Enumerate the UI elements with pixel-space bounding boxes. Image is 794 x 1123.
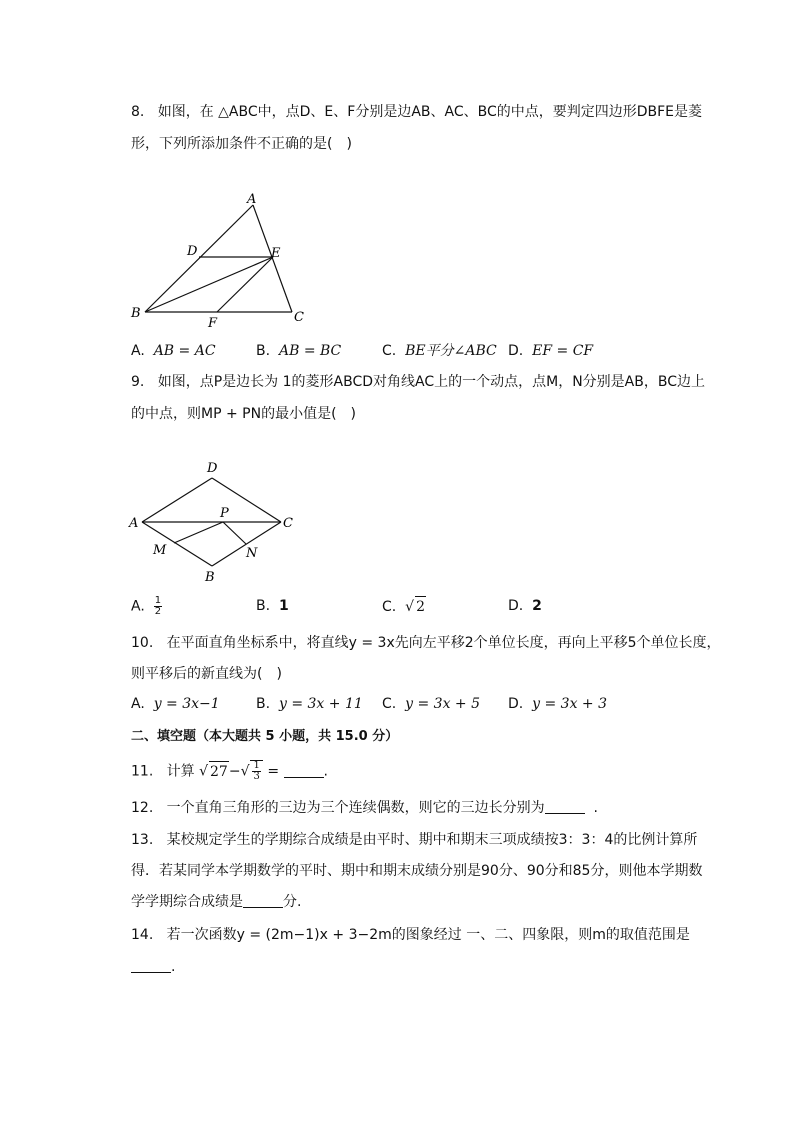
q8-line2 <box>131 134 352 154</box>
q8-label-d: D <box>187 244 198 259</box>
q8-number: 8. <box>131 104 145 120</box>
q9-option-a-denominator: 2 <box>154 606 162 617</box>
q10-option-d-key: D. <box>508 696 524 712</box>
q10-option-a-text: y = 3x−1 <box>153 696 220 712</box>
q11-answer-blank[interactable] <box>284 763 324 778</box>
q8-option-b-key: B. <box>256 343 271 359</box>
q9-option-a-fraction <box>154 596 162 617</box>
q9-option-b-text: 1 <box>278 598 289 614</box>
q9-option-b-key: B. <box>256 598 271 614</box>
q11-radical-sign-1: √ <box>199 763 208 780</box>
q10-option-b-key: B. <box>256 696 271 712</box>
q8-label-b: B <box>131 306 141 321</box>
q8-option-d[interactable] <box>508 341 593 361</box>
q8-label-e: E <box>271 246 281 261</box>
q10-line2 <box>131 664 282 684</box>
q9-segment-ad <box>142 478 212 522</box>
q8-label-f: F <box>208 316 218 331</box>
q10-option-a[interactable] <box>131 694 220 714</box>
q14-end: . <box>171 959 176 975</box>
q9-option-a-key: A. <box>131 598 145 615</box>
q8-option-b[interactable] <box>256 341 341 361</box>
q14-text-line1: 若一次函数y = (2m−1)x + 3−2m的图象经过 一、二、四象限，则m的取值范围是 <box>166 927 690 943</box>
q10-line1 <box>131 633 721 653</box>
q13-line2 <box>131 861 702 881</box>
q10-text-line2: 则平移后的新直线为( ) <box>131 666 282 682</box>
q9-option-d-key: D. <box>508 598 524 614</box>
q9-label-m: M <box>153 543 167 558</box>
q9-label-a: A <box>129 516 139 531</box>
q10-option-d[interactable] <box>508 694 607 714</box>
q9-text-line2: 的中点，则MP + PN的最小值是( ) <box>131 406 356 422</box>
q11-radicand-1: 27 <box>209 761 229 782</box>
q10-option-c-text: y = 3x + 5 <box>405 696 481 712</box>
q8-option-c[interactable] <box>382 341 497 361</box>
q14-number: 14. <box>131 927 154 943</box>
q9-label-c: C <box>283 516 293 531</box>
q8-option-d-key: D. <box>508 343 524 359</box>
q13-text-line1: 某校规定学生的学期综合成绩是由平时、期中和期末三项成绩按3：3：4的比例计算所 <box>166 832 698 848</box>
q9-segment-pn <box>223 522 246 544</box>
q13-number: 13. <box>131 832 154 848</box>
q13-line1 <box>131 830 697 850</box>
q8-segment-ab <box>145 205 253 312</box>
q9-segment-mp <box>174 522 223 543</box>
q8-label-c: C <box>294 310 304 325</box>
q11-frac-numerator: 1 <box>253 760 260 771</box>
q9-option-d[interactable] <box>508 596 542 616</box>
q10-option-b-text: y = 3x + 11 <box>278 696 363 712</box>
q8-line1 <box>131 102 702 122</box>
q8-label-a: A <box>247 192 257 207</box>
q11-equals: = <box>267 763 280 780</box>
q8-option-a-text: AB = AC <box>153 343 216 359</box>
q10-option-d-text: y = 3x + 3 <box>532 696 608 712</box>
q9-option-c-key: C. <box>382 599 397 615</box>
q13-text-line3-pre: 学学期综合成绩是 <box>131 894 243 910</box>
q9-option-b[interactable] <box>256 596 289 616</box>
q11-number: 11. <box>131 763 154 780</box>
q9-label-n: N <box>246 546 258 561</box>
q9-line2 <box>131 404 356 424</box>
q14-answer-blank[interactable] <box>131 958 171 973</box>
q8-text-line2: 形，下列所添加条件不正确的是( ) <box>131 136 352 152</box>
q11-minus: − <box>228 763 241 780</box>
q9-label-b: B <box>205 570 215 585</box>
q10-option-c[interactable] <box>382 694 480 714</box>
q8-option-a[interactable] <box>131 341 216 361</box>
q9-number: 9. <box>131 374 145 390</box>
q10-number: 10. <box>131 635 154 651</box>
q14-line1 <box>131 925 690 945</box>
q12-answer-blank[interactable] <box>545 799 585 814</box>
q12-number: 12. <box>131 800 154 816</box>
q9-option-a[interactable] <box>131 596 162 617</box>
q8-option-c-text: BE平分∠ABC <box>405 343 497 359</box>
q13-answer-blank[interactable] <box>243 893 283 908</box>
q12-text: 一个直角三角形的三边为三个连续偶数，则它的三边长分别为 <box>166 800 545 816</box>
q9-option-c-radicand: 2 <box>415 596 426 617</box>
q9-figure <box>125 458 305 586</box>
q13-text-line2: 得．若某同学本学期数学的平时、期中和期末成绩分别是90分、90分和85分，则他本学期数 <box>131 863 703 879</box>
q13-line3 <box>131 892 301 912</box>
q9-line1 <box>131 372 705 392</box>
section-title-fill-in: 二、填空题（本大题共 5 小题，共 15.0 分） <box>131 729 399 744</box>
q8-option-c-key: C. <box>382 343 397 359</box>
q8-figure <box>125 190 325 335</box>
q11-line <box>131 760 328 782</box>
q11-radical-sign-2: √ <box>240 763 250 780</box>
q11-frac-denominator: 3 <box>253 771 260 782</box>
q10-option-a-key: A. <box>131 696 145 712</box>
q10-option-b[interactable] <box>256 694 363 714</box>
q14-line2 <box>131 957 175 977</box>
q8-option-b-text: AB = BC <box>278 343 342 359</box>
q12-end: . <box>593 800 598 816</box>
q8-segment-ef <box>217 257 273 312</box>
q8-option-a-key: A. <box>131 343 145 359</box>
q9-option-c-radical-sign: √ <box>405 599 415 615</box>
q11-prefix: 计算 <box>166 763 195 780</box>
q12-line <box>131 798 598 818</box>
q9-text-line1: 如图，点P是边长为 1的菱形ABCD对角线AC上的一个动点，点M，N分别是AB，BC边上 <box>157 374 705 390</box>
q8-segment-be <box>145 257 273 312</box>
q8-text-line1: 如图，在 △ABC中，点D、E、F分别是边AB、AC、BC的中点，要判定四边形DBFE是菱 <box>157 104 703 120</box>
q9-label-p: P <box>220 506 229 521</box>
q10-option-c-key: C. <box>382 696 397 712</box>
q11-end: . <box>323 763 328 780</box>
q9-label-d: D <box>207 461 218 476</box>
q10-text-line1: 在平面直角坐标系中，将直线y = 3x先向左平移2个单位长度，再向上平移5个单位长度， <box>166 635 721 651</box>
q13-text-line3-post: 分. <box>283 894 302 910</box>
q9-option-a-numerator: 1 <box>154 595 162 606</box>
q9-option-d-text: 2 <box>532 598 542 614</box>
q9-option-c[interactable] <box>382 596 426 617</box>
q8-option-d-text: EF = CF <box>532 343 594 359</box>
q11-radicand-2 <box>250 760 262 782</box>
